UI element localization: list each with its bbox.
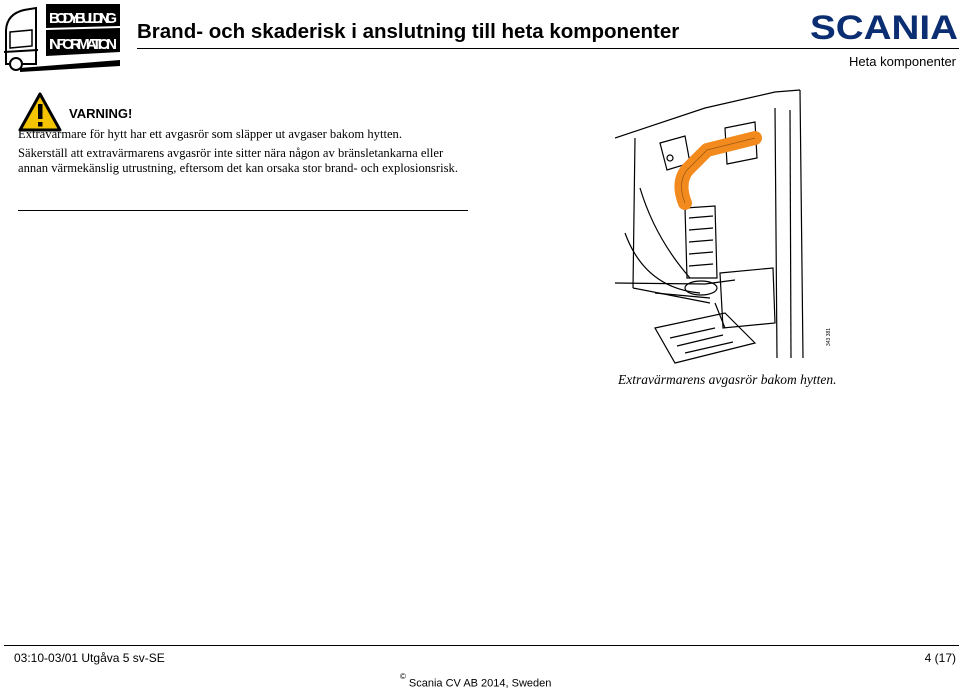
warning-rule xyxy=(18,210,468,211)
page-number: 4 (17) xyxy=(924,651,956,665)
figure-caption: Extravärmarens avgasrör bakom hytten. xyxy=(618,372,837,387)
svg-text:INFORMATION: INFORMATION xyxy=(49,36,117,53)
figure-id: 343 381 xyxy=(826,327,832,346)
copyright-symbol: © xyxy=(400,672,406,681)
copyright xyxy=(400,672,552,690)
bodybuilding-information-logo xyxy=(2,2,126,72)
header-rule xyxy=(137,48,959,49)
document-title: Brand- och skaderisk i anslutning till heta komponenter xyxy=(137,20,680,43)
exhaust-pipe-illustration xyxy=(615,88,837,370)
warning-line-2: Säkerställ att extravärmarens avgasrör inte sitter nära någon av bränsletankarna eller annan värmekänslig utrustning, eftersom det kan orsaka stor brand- och explosionsrisk. xyxy=(18,145,458,175)
svg-text:SCANIA: SCANIA xyxy=(810,10,958,44)
document-code: 03:10-03/01 Utgåva 5 sv-SE xyxy=(14,651,165,665)
warning-triangle-icon xyxy=(18,92,62,132)
warning-text xyxy=(18,127,470,180)
warning-line-1: Extravärmare för hytt har ett avgasrör som släpper ut avgaser bakom hytten. xyxy=(18,127,402,141)
copyright-text: Scania CV AB 2014, Sweden xyxy=(408,677,552,690)
footer-rule xyxy=(4,645,959,646)
section-name: Heta komponenter xyxy=(849,54,956,69)
scania-logo xyxy=(810,10,958,44)
warning-title: VARNING! xyxy=(69,106,133,121)
svg-text:BODYBUILDING: BODYBUILDING xyxy=(49,10,117,27)
